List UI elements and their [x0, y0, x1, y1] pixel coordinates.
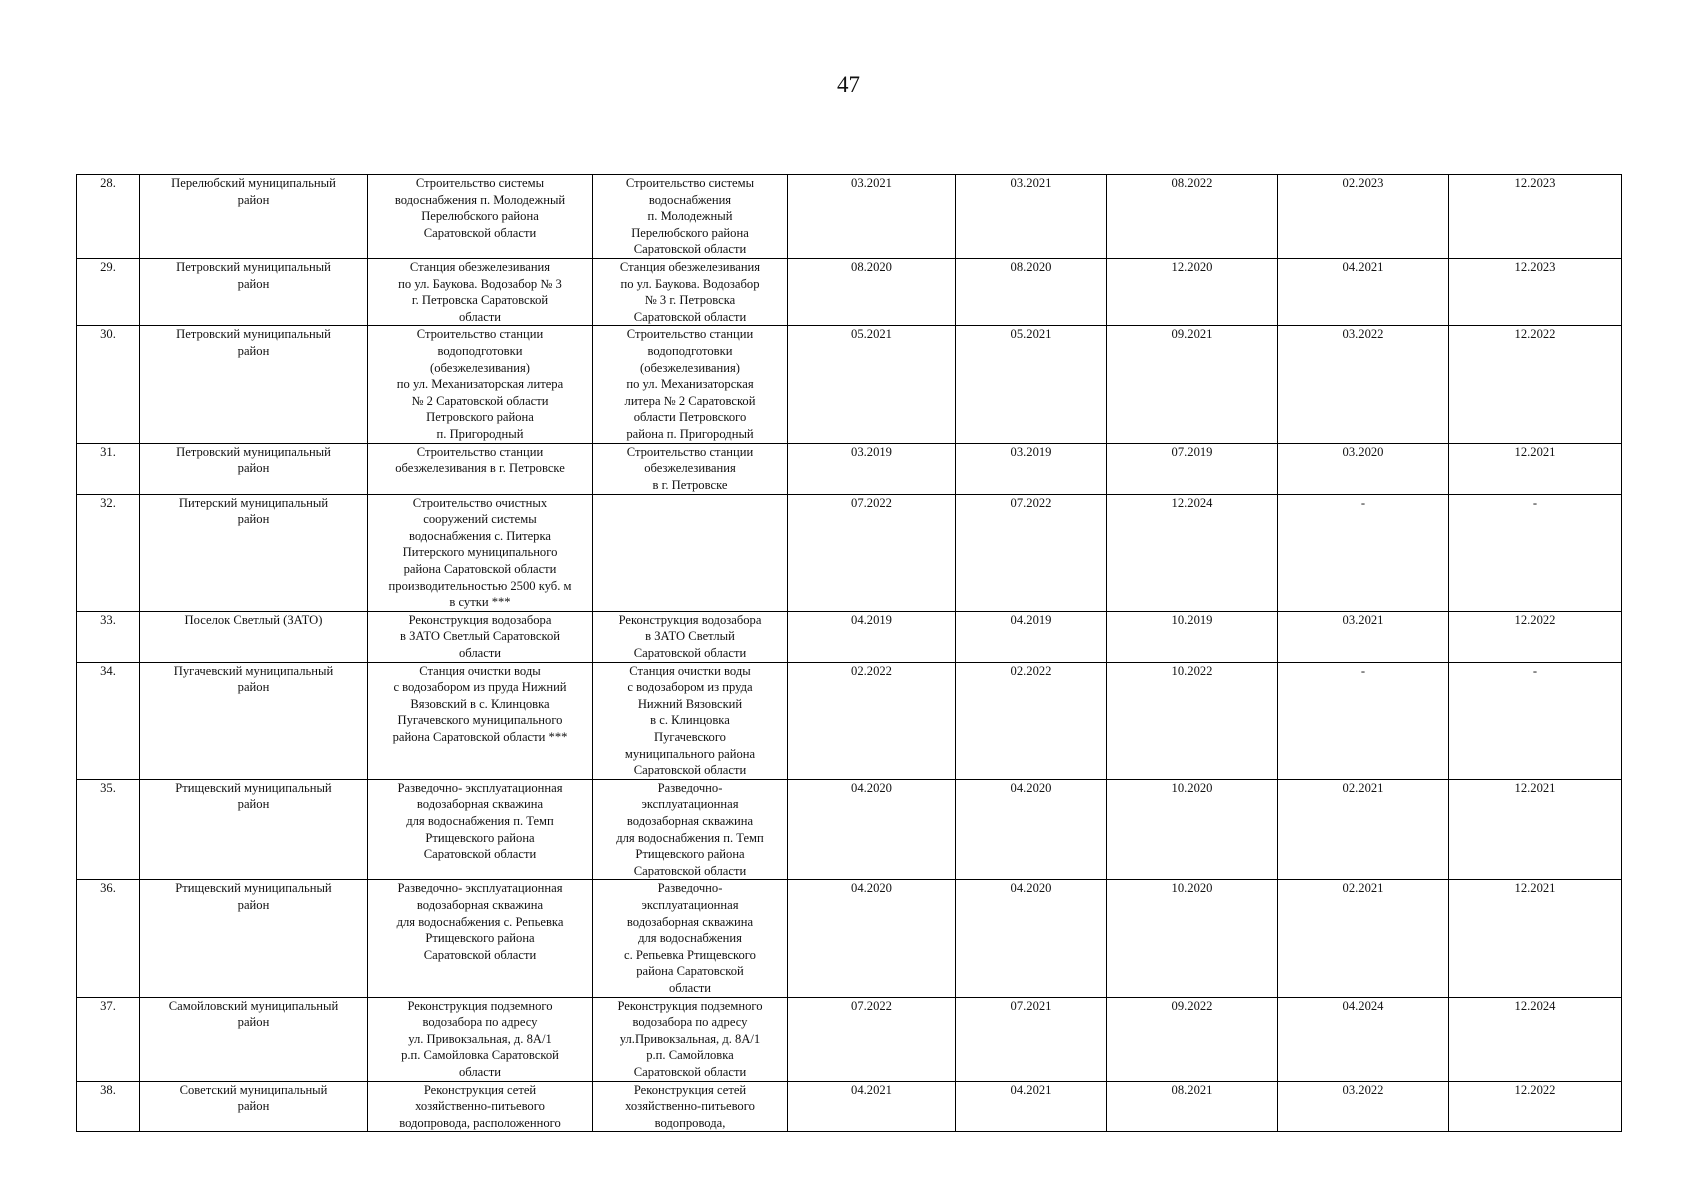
table-row [77, 880, 1622, 997]
district-cell-line: Петровский муниципальный [176, 444, 331, 459]
object-alt-cell-line: с. Репьевка Ртищевского [624, 947, 756, 962]
object-alt-cell-line: Саратовской области [633, 763, 747, 778]
object-alt-cell [593, 611, 788, 662]
object-alt-cell-line: для водоснабжения п. Темп [616, 830, 764, 845]
date-cell-3: 10.2022 [1107, 662, 1278, 779]
object-alt-cell-line: Ртищевского района [635, 847, 745, 862]
object-cell-line: Пугачевского муниципального [397, 713, 563, 728]
object-alt-cell-line: водозаборная скважина [626, 914, 754, 929]
district-cell-line: Поселок Светлый (ЗАТО) [184, 612, 323, 627]
date-cell-1: 03.2019 [788, 443, 956, 494]
date-cell-1: 03.2021 [788, 175, 956, 259]
district-cell [140, 443, 368, 494]
object-alt-cell-line: Строительство станции [626, 444, 754, 459]
object-alt-cell-line: района п. Пригородный [626, 426, 754, 441]
date-cell-5: 12.2022 [1449, 611, 1622, 662]
object-cell-line: области [458, 1064, 502, 1079]
object-cell [368, 175, 593, 259]
district-cell-line: район [237, 680, 270, 695]
district-cell [140, 175, 368, 259]
object-alt-cell-line: Разведочно- [657, 780, 723, 795]
date-cell-3: 10.2019 [1107, 611, 1278, 662]
district-cell [140, 880, 368, 997]
object-alt-cell-line: Реконструкция водозабора [618, 612, 762, 627]
district-cell-line: район [237, 276, 270, 291]
object-cell [368, 1081, 593, 1132]
row-number-cell: 32. [77, 494, 140, 611]
table-row [77, 779, 1622, 880]
district-cell [140, 779, 368, 880]
date-cell-3: 10.2020 [1107, 779, 1278, 880]
object-cell-line: п. Пригородный [436, 426, 524, 441]
object-cell-line: Реконструкция подземного [407, 998, 553, 1013]
district-cell-line: Советский муниципальный [179, 1082, 328, 1097]
object-alt-cell-line: Станция очистки воды [629, 663, 751, 678]
object-alt-cell [593, 326, 788, 443]
object-alt-cell-line: Саратовской области [633, 645, 747, 660]
object-cell [368, 779, 593, 880]
district-cell [140, 662, 368, 779]
date-cell-5: 12.2022 [1449, 326, 1622, 443]
object-cell-line: Саратовской области [423, 847, 537, 862]
object-cell-line: для водоснабжения с. Репьевка [396, 914, 564, 929]
district-cell-line: район [237, 512, 270, 527]
object-cell-line: г. Петровска Саратовской [411, 293, 549, 308]
object-alt-cell-line: с водозабором из пруда [627, 680, 753, 695]
object-alt-cell-line: эксплуатационная [641, 797, 739, 812]
row-number-cell: 38. [77, 1081, 140, 1132]
object-cell-line: водопровода, расположенного [399, 1115, 561, 1130]
object-cell-line: Саратовской области [423, 947, 537, 962]
object-alt-cell [593, 997, 788, 1081]
date-cell-2: 08.2020 [956, 259, 1107, 326]
object-alt-cell [593, 880, 788, 997]
object-alt-cell [593, 662, 788, 779]
date-cell-5: 12.2021 [1449, 779, 1622, 880]
object-cell-line: в сутки *** [449, 595, 511, 610]
table-row [77, 326, 1622, 443]
date-cell-2: 07.2022 [956, 494, 1107, 611]
district-cell-line: район [237, 343, 270, 358]
district-cell-line: район [237, 192, 270, 207]
object-alt-cell-line: обезжелезивания [644, 461, 736, 476]
date-cell-5: 12.2023 [1449, 175, 1622, 259]
date-cell-2: 02.2022 [956, 662, 1107, 779]
object-alt-cell-line: муниципального района [624, 746, 756, 761]
object-cell-line: Строительство станции [416, 327, 544, 342]
object-cell-line: обезжелезивания в г. Петровске [395, 461, 565, 476]
date-cell-2: 04.2020 [956, 779, 1107, 880]
object-alt-cell-line: района Саратовской [636, 964, 744, 979]
date-cell-5: 12.2021 [1449, 880, 1622, 997]
date-cell-4: - [1278, 662, 1449, 779]
object-alt-cell [593, 1081, 788, 1132]
district-cell [140, 259, 368, 326]
object-alt-cell-line: Реконструкция подземного [617, 998, 763, 1013]
object-cell [368, 880, 593, 997]
object-cell-line: водоснабжения п. Молодежный [394, 192, 566, 207]
object-cell-line: Ртищевского района [425, 830, 535, 845]
object-alt-cell-line: водозабора по адресу [632, 1015, 748, 1030]
object-cell-line: Питерского муниципального [402, 545, 558, 560]
object-cell-line: Станция обезжелезивания [409, 260, 551, 274]
district-cell [140, 1081, 368, 1132]
object-cell-line: хозяйственно-питьевого [415, 1099, 545, 1114]
district-cell-line: Петровский муниципальный [176, 260, 331, 274]
object-alt-cell-line: п. Молодежный [647, 209, 733, 224]
object-cell-line: водозабора по адресу [422, 1015, 538, 1030]
object-alt-cell-line: Разведочно- [657, 881, 723, 896]
object-alt-cell-line: литера № 2 Саратовской [624, 393, 756, 408]
object-cell-line: Реконструкция водозабора [408, 612, 552, 627]
row-number-cell: 31. [77, 443, 140, 494]
row-number-cell: 35. [77, 779, 140, 880]
object-cell-line: района Саратовской области [403, 561, 557, 576]
date-cell-2: 05.2021 [956, 326, 1107, 443]
date-cell-3: 12.2024 [1107, 494, 1278, 611]
date-cell-5: - [1449, 494, 1622, 611]
object-alt-cell-line: Саратовской области [633, 309, 747, 324]
table-row [77, 259, 1622, 326]
date-cell-3: 12.2020 [1107, 259, 1278, 326]
date-cell-1: 07.2022 [788, 997, 956, 1081]
date-cell-3: 08.2021 [1107, 1081, 1278, 1132]
object-cell-line: в ЗАТО Светлый Саратовской [399, 629, 560, 644]
object-alt-cell-line: эксплуатационная [641, 898, 739, 912]
object-alt-cell-line: области Петровского [633, 410, 747, 425]
row-number-cell: 36. [77, 880, 140, 997]
date-cell-1: 08.2020 [788, 259, 956, 326]
date-cell-1: 05.2021 [788, 326, 956, 443]
object-cell-line: района Саратовской области *** [392, 730, 568, 745]
district-cell [140, 326, 368, 443]
object-cell-line: (обезжелезивания) [430, 360, 530, 375]
row-number-cell: 29. [77, 259, 140, 326]
row-number-cell: 34. [77, 662, 140, 779]
object-cell [368, 662, 593, 779]
table-row [77, 997, 1622, 1081]
object-alt-cell-line: Саратовской области [633, 863, 747, 878]
object-cell-line: по ул. Механизаторская литера [396, 377, 564, 392]
page-number: 47 [837, 72, 860, 97]
table-row [77, 494, 1622, 611]
object-cell-line: сооружений системы [423, 512, 537, 527]
object-alt-cell-line: Строительство системы [625, 176, 755, 190]
object-cell-line: по ул. Баукова. Водозабор № 3 [398, 276, 562, 291]
object-cell-line: Строительство очистных [412, 495, 548, 510]
date-cell-1: 04.2020 [788, 779, 956, 880]
object-alt-cell-line: Саратовской области [633, 1064, 747, 1079]
object-cell-line: Реконструкция сетей [423, 1082, 537, 1097]
object-cell [368, 997, 593, 1081]
object-alt-cell [593, 175, 788, 259]
table-row [77, 611, 1622, 662]
date-cell-4: 03.2022 [1278, 326, 1449, 443]
date-cell-2: 04.2020 [956, 880, 1107, 997]
district-cell-line: район [237, 797, 270, 812]
row-number-cell: 28. [77, 175, 140, 259]
date-cell-4: 03.2020 [1278, 443, 1449, 494]
district-cell-line: Самойловский муниципальный [168, 998, 339, 1013]
date-cell-1: 04.2021 [788, 1081, 956, 1132]
object-cell-line: ул. Привокзальная, д. 8А/1 [408, 1031, 552, 1046]
object-alt-cell-line: в ЗАТО Светлый [645, 629, 735, 644]
object-cell-line: р.п. Самойловка Саратовской [401, 1048, 559, 1063]
table-row [77, 443, 1622, 494]
date-cell-3: 08.2022 [1107, 175, 1278, 259]
object-alt-cell-line: Нижний Вязовский [637, 696, 743, 711]
table-row [77, 1081, 1622, 1132]
table-row [77, 175, 1622, 259]
table-body [77, 175, 1622, 1132]
object-alt-cell [593, 443, 788, 494]
date-cell-3: 09.2022 [1107, 997, 1278, 1081]
date-cell-2: 03.2021 [956, 175, 1107, 259]
object-alt-cell-line: для водоснабжения [638, 931, 742, 946]
object-alt-cell-line: Перелюбского района [631, 225, 749, 240]
object-alt-cell-line: в г. Петровске [652, 477, 728, 492]
district-cell [140, 494, 368, 611]
date-cell-5: - [1449, 662, 1622, 779]
object-cell-line: Петровского района [426, 410, 534, 425]
object-alt-cell-line: водоснабжения [648, 192, 732, 207]
district-cell-line: Питерский муниципальный [178, 495, 329, 510]
district-cell-line: Ртищевский муниципальный [175, 881, 332, 896]
object-alt-cell-line: р.п. Самойловка [646, 1048, 734, 1063]
district-cell-line: Перелюбский муниципальный [171, 176, 336, 190]
object-alt-cell-line: водоподготовки [647, 343, 733, 358]
date-cell-5: 12.2021 [1449, 443, 1622, 494]
row-number-cell: 37. [77, 997, 140, 1081]
date-cell-4: 02.2023 [1278, 175, 1449, 259]
district-cell-line: Пугачевский муниципальный [173, 663, 334, 678]
object-alt-cell-line: № 3 г. Петровска [644, 293, 736, 308]
object-alt-cell-line: ул.Привокзальная, д. 8А/1 [619, 1031, 761, 1046]
date-cell-4: 04.2024 [1278, 997, 1449, 1081]
district-cell-line: Петровский муниципальный [176, 327, 331, 342]
object-cell-line: области [458, 309, 502, 324]
object-cell-line: водозаборная скважина [416, 797, 544, 812]
date-cell-4: 04.2021 [1278, 259, 1449, 326]
object-cell-line: Перелюбского района [421, 209, 539, 224]
date-cell-2: 04.2021 [956, 1081, 1107, 1132]
object-alt-cell-line: (обезжелезивания) [640, 360, 740, 375]
object-cell-line: Саратовской области [423, 225, 537, 240]
object-alt-cell-line: водопровода, [654, 1115, 726, 1130]
object-cell [368, 494, 593, 611]
object-cell-line: водоснабжения с. Питерка [409, 528, 551, 543]
date-cell-3: 09.2021 [1107, 326, 1278, 443]
object-alt-cell [593, 259, 788, 326]
object-alt-cell-line: Реконструкция сетей [633, 1082, 747, 1097]
object-cell-line: Вязовский в с. Клинцовка [410, 696, 550, 711]
object-cell [368, 259, 593, 326]
date-cell-3: 10.2020 [1107, 880, 1278, 997]
row-number-cell: 33. [77, 611, 140, 662]
district-cell [140, 611, 368, 662]
object-cell-line: водозаборная скважина [416, 898, 544, 912]
object-cell-line: области [458, 645, 502, 660]
object-alt-cell-line: водозаборная скважина [626, 814, 754, 829]
date-cell-5: 12.2024 [1449, 997, 1622, 1081]
district-cell-line: район [237, 898, 270, 912]
district-cell-line: район [237, 1099, 270, 1114]
date-cell-2: 03.2019 [956, 443, 1107, 494]
district-cell-line: район [237, 1015, 270, 1030]
object-cell-line: для водоснабжения п. Темп [406, 814, 554, 829]
object-cell-line: Станция очистки воды [419, 663, 541, 678]
object-alt-cell-line: по ул. Баукова. Водозабор [620, 276, 760, 291]
measures-table [76, 174, 1622, 1132]
object-cell-line: водоподготовки [437, 343, 523, 358]
object-alt-cell-line: Пугачевского [654, 730, 726, 745]
object-cell [368, 611, 593, 662]
date-cell-5: 12.2022 [1449, 1081, 1622, 1132]
object-cell [368, 326, 593, 443]
object-cell-line: Строительство системы [415, 176, 545, 190]
object-alt-cell-line: по ул. Механизаторская [626, 377, 754, 392]
object-alt-cell [593, 779, 788, 880]
object-cell-line: Разведочно- эксплуатационная [397, 780, 563, 795]
object-alt-cell-line: хозяйственно-питьевого [625, 1099, 755, 1114]
date-cell-5: 12.2023 [1449, 259, 1622, 326]
object-cell-line: Строительство станции [416, 444, 544, 459]
table-row [77, 662, 1622, 779]
date-cell-3: 07.2019 [1107, 443, 1278, 494]
date-cell-4: 02.2021 [1278, 880, 1449, 997]
date-cell-1: 04.2020 [788, 880, 956, 997]
object-alt-cell-line: Строительство станции [626, 327, 754, 342]
object-cell-line: Разведочно- эксплуатационная [397, 881, 563, 896]
object-alt-cell [593, 494, 788, 611]
date-cell-1: 02.2022 [788, 662, 956, 779]
object-cell-line: с водозабором из пруда Нижний [393, 680, 567, 695]
object-cell-line: производительностью 2500 куб. м [388, 578, 572, 593]
object-alt-cell-line: Саратовской области [633, 242, 747, 257]
date-cell-2: 07.2021 [956, 997, 1107, 1081]
date-cell-4: 03.2022 [1278, 1081, 1449, 1132]
date-cell-2: 04.2019 [956, 611, 1107, 662]
object-alt-cell-line: Станция обезжелезивания [619, 260, 761, 274]
row-number-cell: 30. [77, 326, 140, 443]
object-alt-cell-line: в с. Клинцовка [650, 713, 730, 728]
object-cell [368, 443, 593, 494]
district-cell [140, 997, 368, 1081]
object-cell-line: № 2 Саратовской области [411, 393, 549, 408]
district-cell-line: Ртищевский муниципальный [175, 780, 332, 795]
date-cell-1: 07.2022 [788, 494, 956, 611]
date-cell-4: 03.2021 [1278, 611, 1449, 662]
date-cell-4: - [1278, 494, 1449, 611]
object-cell-line: Ртищевского района [425, 931, 535, 946]
date-cell-4: 02.2021 [1278, 779, 1449, 880]
object-alt-cell-line: области [668, 980, 712, 995]
district-cell-line: район [237, 461, 270, 476]
date-cell-1: 04.2019 [788, 611, 956, 662]
